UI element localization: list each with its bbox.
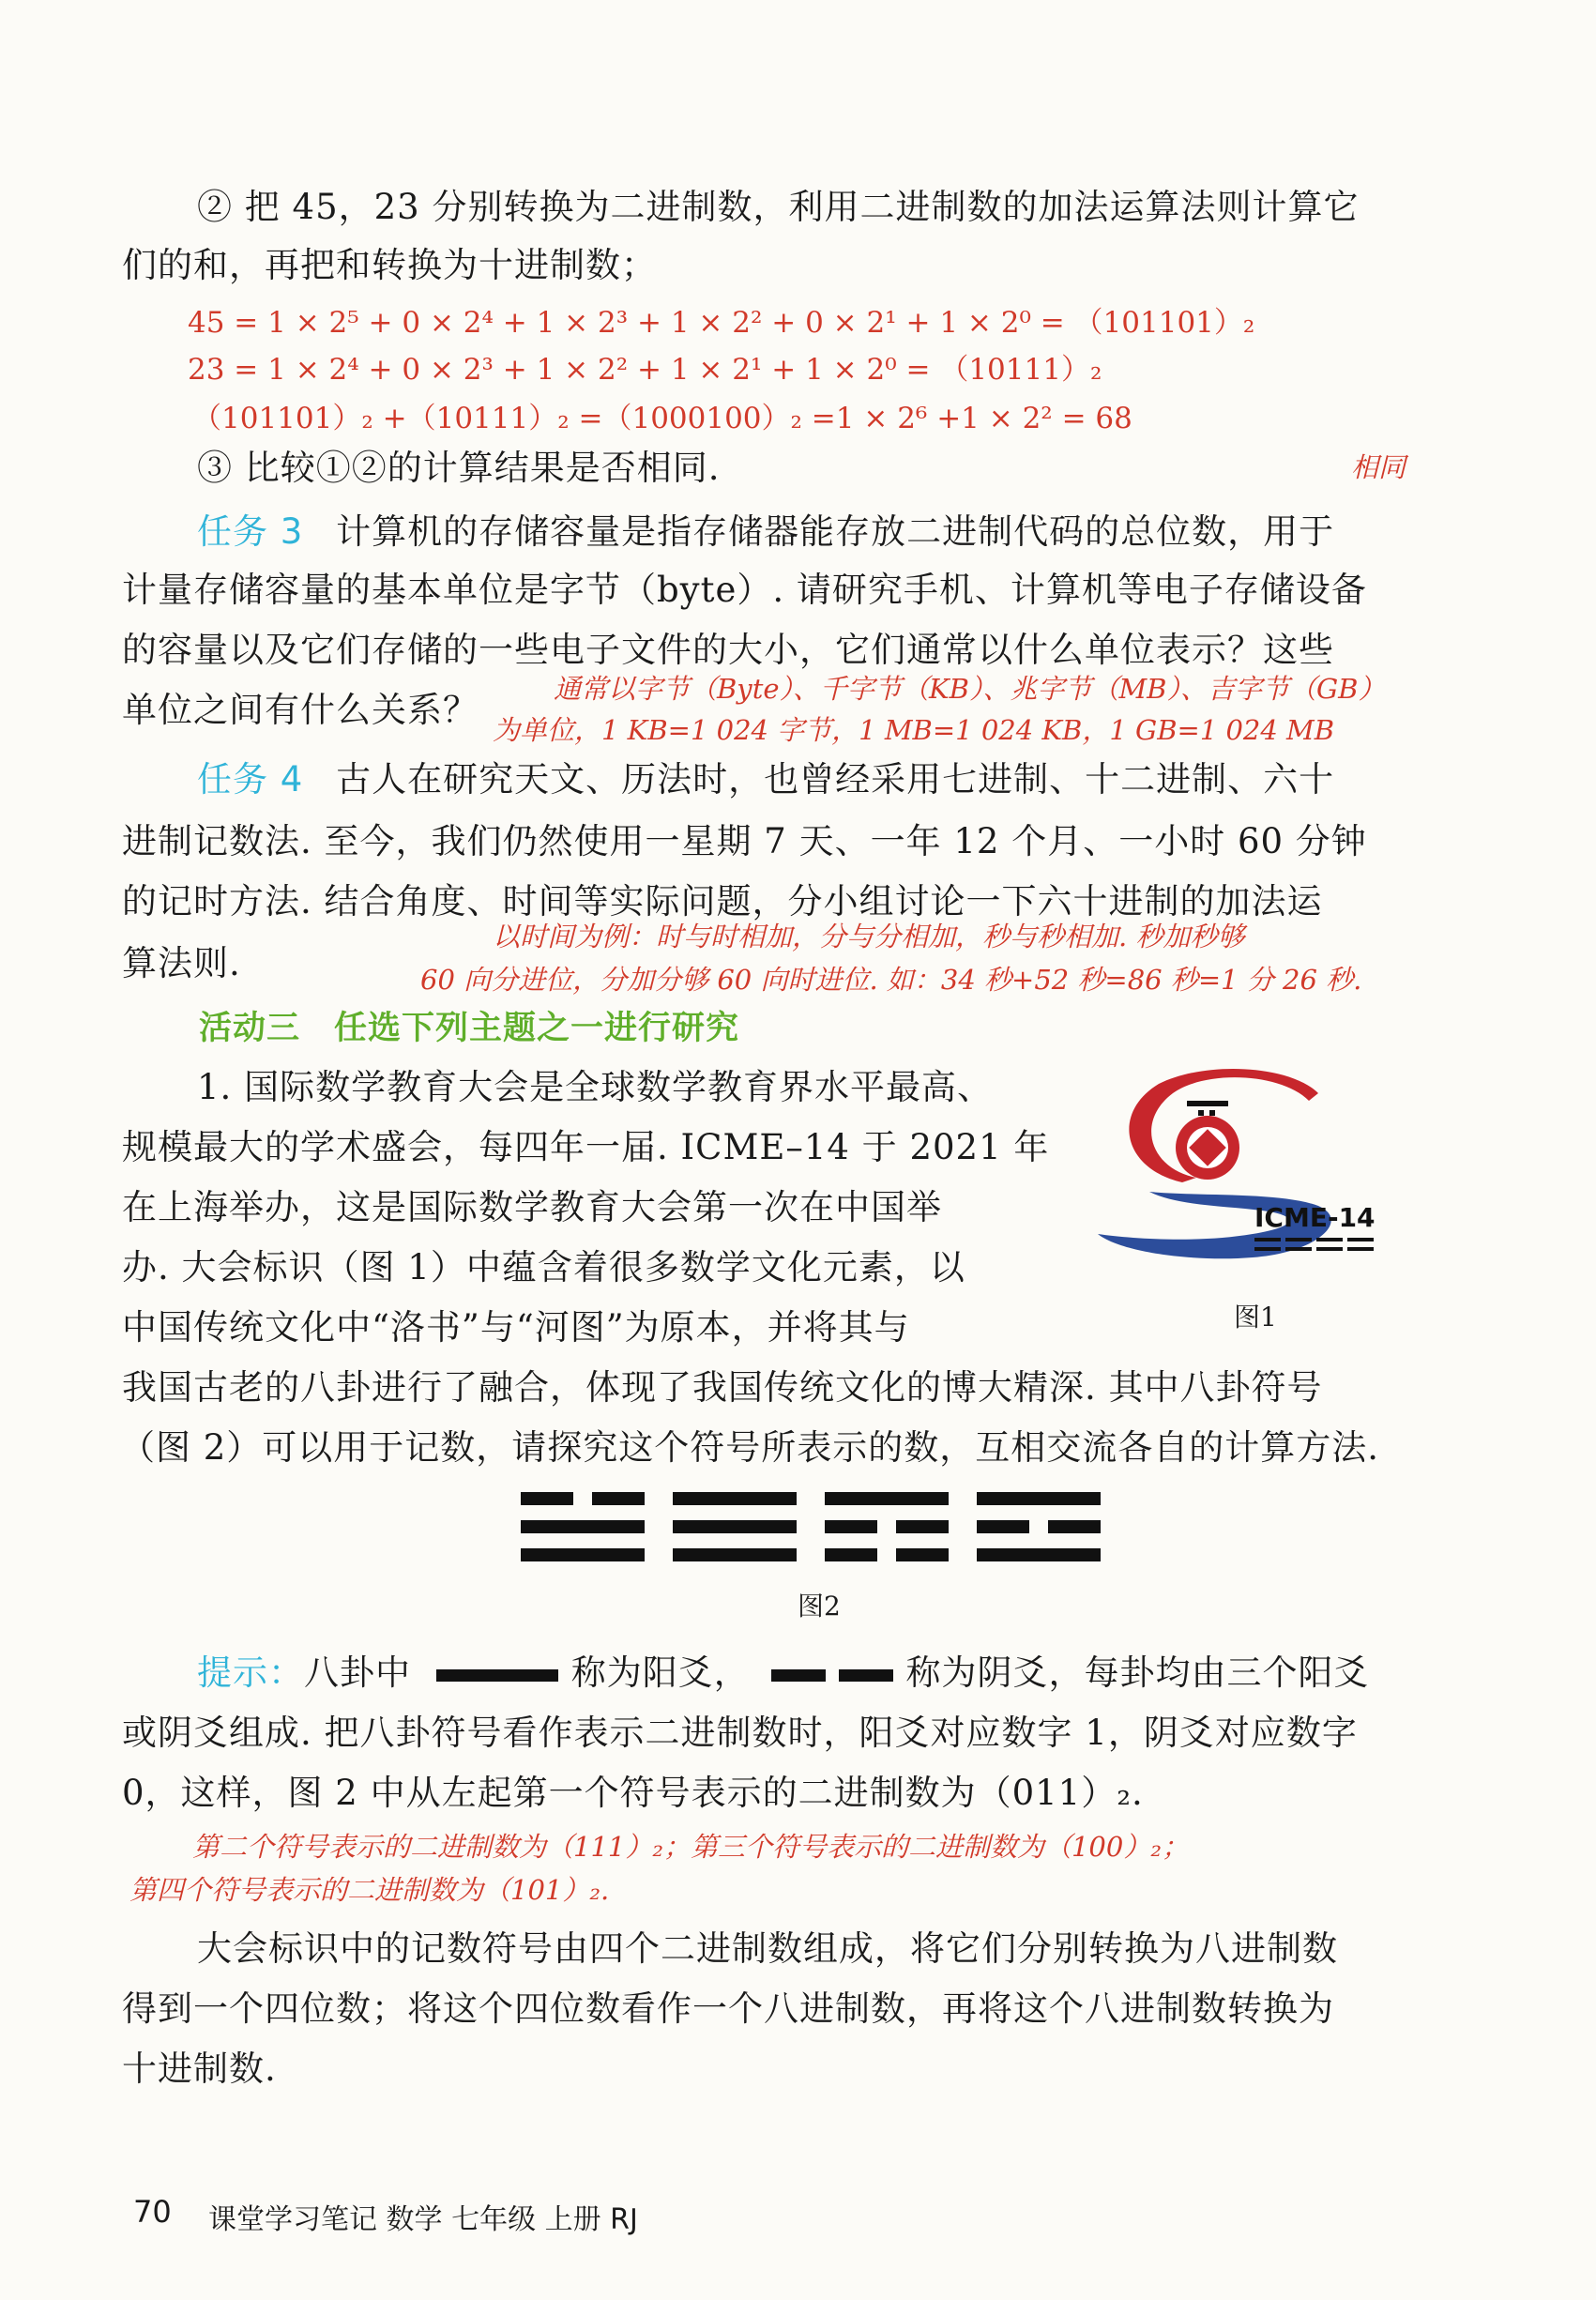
activity3-heading: 活动三 任选下列主题之一进行研究 (199, 1010, 740, 1047)
trigram-4 (977, 1492, 1101, 1576)
yang-line (825, 1492, 949, 1505)
yang-line (673, 1548, 797, 1561)
step2-line2: 们的和，再把和转换为十进制数； (122, 245, 657, 285)
yin-line-right (1048, 1520, 1101, 1533)
task4-line1 (197, 751, 1334, 801)
trigram-2 (673, 1492, 797, 1576)
yang-line-icon (436, 1669, 558, 1682)
task3-line2: 计量存储容量的基本单位是字节（byte）. 请研究手机、计算机等电子存储设备 (122, 570, 1367, 610)
step2-line1: ② 把 45，23 分别转换为二进制数，利用二进制数的加法运算法则计算它 (197, 187, 1360, 227)
hint-text2: 称为阳爻， (570, 1653, 750, 1693)
yin-line-left (521, 1492, 573, 1505)
topic1-line4: 办. 大会标识（图 1）中蕴含着很多数学文化元素，以 (122, 1247, 965, 1287)
yin-line-right (592, 1492, 645, 1505)
answer-eq-sum: （101101）₂ +（10111）₂ =（1000100）₂ =1 × 2⁶ +1 × 2² = 68 (192, 402, 1132, 435)
icme-logo (1093, 1065, 1393, 1272)
figure1-caption: 图1 (1234, 1302, 1277, 1333)
task4-line4: 算法则. (122, 943, 241, 983)
topic1-line5: 中国传统文化中“洛书”与“河图”为原本，并将其与 (122, 1307, 910, 1348)
hint-label: 提示： (197, 1653, 304, 1693)
yin-line-left-icon (771, 1669, 826, 1682)
answer-eq-45: 45 = 1 × 2⁵ + 0 × 2⁴ + 1 × 2³ + 1 × 2² + 0 × 2¹ + 1 × 2⁰ = （101101）₂ (188, 306, 1255, 340)
yin-line-left (825, 1520, 877, 1533)
answer-eq-23: 23 = 1 × 2⁴ + 0 × 2³ + 1 × 2² + 1 × 2¹ + 1 × 2⁰ = （10111）₂ (188, 353, 1102, 387)
task3-line4: 单位之间有什么关系？ (122, 690, 479, 730)
topic1-line7: （图 2）可以用于记数，请探究这个符号所表示的数，互相交流各自的计算方法. (120, 1427, 1380, 1468)
yin-line-right (896, 1520, 949, 1533)
answer-same: 相同 (1351, 451, 1406, 483)
footer-book-title: 课堂学习笔记 数学 七年级 上册 RJ (208, 2203, 638, 2236)
hint-text3: 称为阴爻，每卦均由三个阳爻 (905, 1653, 1370, 1693)
yin-line-right (896, 1548, 949, 1561)
yang-line (521, 1520, 645, 1533)
figure2-caption: 图2 (798, 1591, 841, 1622)
trigram-figure (521, 1492, 1121, 1595)
task4-line2: 进制记数法. 至今，我们仍然使用一星期 7 天、一年 12 个月、一小时 60 分钟 (122, 821, 1367, 861)
yang-line (521, 1548, 645, 1561)
yang-line (977, 1492, 1101, 1505)
topic1-line2: 规模最大的学术盛会，每四年一届. ICME–14 于 2021 年 (122, 1127, 1050, 1167)
hint-line3: 0，这样，图 2 中从左起第一个符号表示的二进制数为（011）₂. (122, 1773, 1144, 1813)
answer-sexagesimal1: 以时间为例：时与时相加，分与分相加，秒与秒相加. 秒加秒够 (493, 921, 1245, 952)
trigram-1 (521, 1492, 645, 1576)
yang-line (673, 1492, 797, 1505)
task3-text1: 计算机的存储容量是指存储器能存放二进制代码的总位数，用于 (336, 511, 1335, 552)
answer-trigram2: 第四个符号表示的二进制数为（101）₂. (129, 1874, 610, 1906)
answer-trigram1: 第二个符号表示的二进制数为（111）₂；第三个符号表示的二进制数为（100）₂； (192, 1831, 1189, 1863)
icme-logo-text: ICME-14 (1254, 1202, 1376, 1233)
task4-label: 任务 4 (197, 759, 304, 800)
final-line3: 十进制数. (122, 2049, 277, 2089)
task3-line3: 的容量以及它们存储的一些电子文件的大小，它们通常以什么单位表示？这些 (122, 630, 1334, 670)
yang-line (673, 1520, 797, 1533)
hint-line1 (197, 1644, 1370, 1695)
trigram-3 (825, 1492, 949, 1576)
yin-line-left (977, 1520, 1029, 1533)
yin-line-left (825, 1548, 877, 1561)
task3-line1 (197, 503, 1334, 554)
answer-units2: 为单位，1 KB=1 024 字节，1 MB=1 024 KB，1 GB=1 024 MB (493, 714, 1335, 746)
topic1-line3: 在上海举办，这是国际数学教育大会第一次在中国举 (122, 1187, 942, 1227)
hint-line2: 或阴爻组成. 把八卦符号看作表示二进制数时，阳爻对应数字 1，阴爻对应数字 (122, 1713, 1358, 1753)
final-line1: 大会标识中的记数符号由四个二进制数组成，将它们分别转换为八进制数 (197, 1928, 1338, 1969)
topic1-line6: 我国古老的八卦进行了融合，体现了我国传统文化的博大精深. 其中八卦符号 (122, 1367, 1323, 1408)
task4-line3: 的记时方法. 结合角度、时间等实际问题，分小组讨论一下六十进制的加法运 (122, 881, 1323, 922)
task3-label: 任务 3 (197, 511, 304, 552)
answer-units1: 通常以字节（Byte）、千字节（KB）、兆字节（MB）、吉字节（GB） (554, 673, 1386, 705)
yang-line (977, 1548, 1101, 1561)
final-line2: 得到一个四位数；将这个四位数看作一个八进制数，再将这个八进制数转换为 (122, 1988, 1334, 2029)
answer-sexagesimal2: 60 向分进位，分加分够 60 向时进位. 如：34 秒+52 秒=86 秒=1 分 26 秒. (420, 964, 1362, 996)
topic1-line1: 1. 国际数学教育大会是全球数学教育界水平最高、 (197, 1067, 994, 1107)
hint-text1: 八卦中 (304, 1653, 411, 1693)
page-number: 70 (133, 2194, 172, 2230)
step3-line: ③ 比较①②的计算结果是否相同. (197, 448, 721, 488)
task4-text1: 古人在研究天文、历法时，也曾经采用七进制、十二进制、六十 (336, 759, 1335, 800)
yin-line-right-icon (839, 1669, 893, 1682)
